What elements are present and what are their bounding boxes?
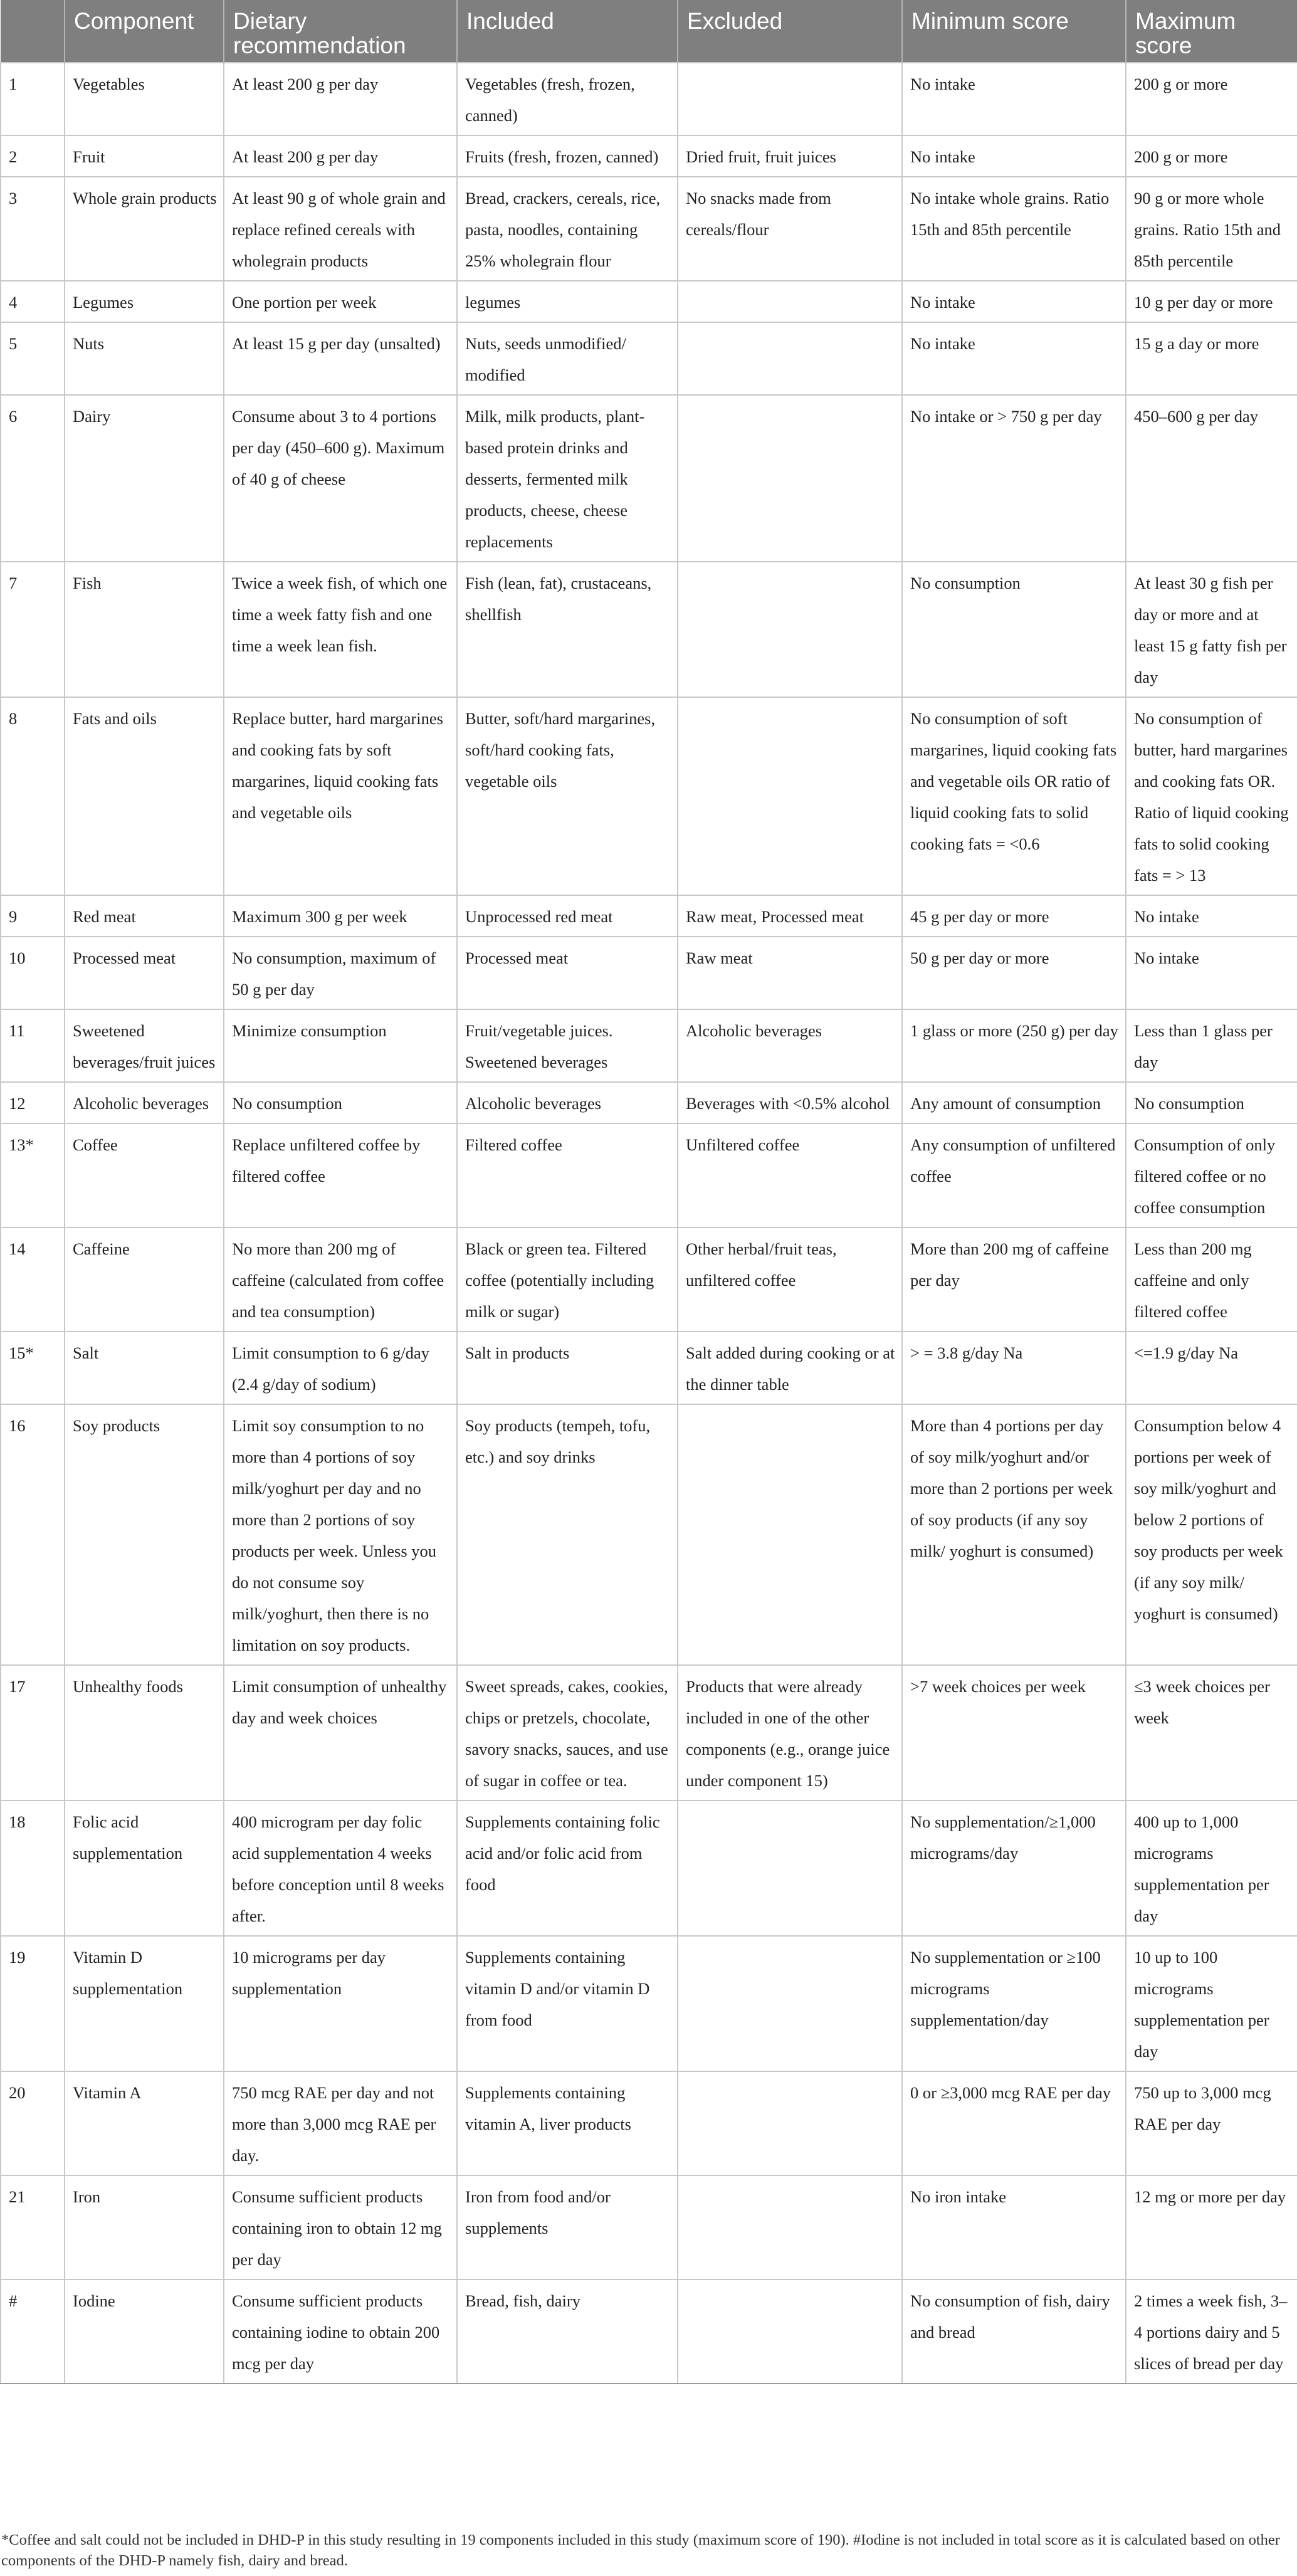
cell-minimum-score: No iron intake (902, 2175, 1126, 2279)
cell-excluded (678, 322, 902, 395)
cell-excluded (678, 281, 902, 322)
cell-component: Nuts (65, 322, 224, 395)
header-number (1, 0, 65, 63)
cell-excluded: Unfiltered coffee (678, 1123, 902, 1228)
table-row (1, 1332, 1297, 1404)
cell-included: Supplements containing folic acid and/or folic acid from food (457, 1801, 678, 1936)
cell-excluded (678, 395, 902, 562)
cell-included: Bread, crackers, cereals, rice, pasta, noodles, containing 25% wholegrain flour (457, 177, 678, 281)
cell-minimum-score: Any amount of consumption (902, 1082, 1126, 1123)
cell-component: Vitamin D supplementation (65, 1936, 224, 2071)
cell-maximum-score: No intake (1126, 937, 1297, 1009)
cell-number: 1 (1, 63, 65, 135)
cell-dietary-recommendation: At least 200 g per day (224, 63, 457, 135)
cell-maximum-score: <=1.9 g/day Na (1126, 1332, 1297, 1404)
cell-included: Fruits (fresh, frozen, canned) (457, 135, 678, 177)
cell-included: Alcoholic beverages (457, 1082, 678, 1123)
table-row (1, 697, 1297, 895)
table-row (1, 2279, 1297, 2384)
cell-minimum-score: 1 glass or more (250 g) per day (902, 1009, 1126, 1082)
cell-dietary-recommendation: At least 15 g per day (unsalted) (224, 322, 457, 395)
table-row (1, 63, 1297, 135)
table-row (1, 2175, 1297, 2279)
cell-number: 18 (1, 1801, 65, 1936)
header-dietary-recommendation: Dietary recommendation (224, 0, 457, 63)
cell-minimum-score: No consumption of soft margarines, liquid cooking fats and vegetable oils OR ratio of liquid cooking fats to solid cooking fats = <0.6 (902, 697, 1126, 895)
cell-number: 21 (1, 2175, 65, 2279)
table-row (1, 1936, 1297, 2071)
cell-minimum-score: More than 200 mg of caffeine per day (902, 1228, 1126, 1332)
cell-dietary-recommendation: 400 microgram per day folic acid supplementation 4 weeks before conception until 8 weeks after. (224, 1801, 457, 1936)
cell-number: 15* (1, 1332, 65, 1404)
cell-maximum-score: No intake (1126, 895, 1297, 937)
cell-included: Fish (lean, fat), crustaceans, shellfish (457, 562, 678, 697)
cell-minimum-score: 50 g per day or more (902, 937, 1126, 1009)
cell-number: # (1, 2279, 65, 2384)
cell-component: Caffeine (65, 1228, 224, 1332)
cell-dietary-recommendation: Maximum 300 g per week (224, 895, 457, 937)
table-row (1, 1009, 1297, 1082)
cell-number: 13* (1, 1123, 65, 1228)
cell-maximum-score: 90 g or more whole grains. Ratio 15th and 85th percentile (1126, 177, 1297, 281)
cell-minimum-score: No intake (902, 135, 1126, 177)
cell-maximum-score: 750 up to 3,000 mcg RAE per day (1126, 2071, 1297, 2175)
header-minimum-score: Minimum score (902, 0, 1126, 63)
cell-component: Soy products (65, 1404, 224, 1665)
cell-number: 4 (1, 281, 65, 322)
header-maximum-score: Maximum score (1126, 0, 1297, 63)
cell-included: Unprocessed red meat (457, 895, 678, 937)
cell-component: Vegetables (65, 63, 224, 135)
cell-maximum-score: 400 up to 1,000 micrograms supplementation per day (1126, 1801, 1297, 1936)
table-row (1, 937, 1297, 1009)
header-component: Component (65, 0, 224, 63)
cell-maximum-score: 200 g or more (1126, 63, 1297, 135)
cell-dietary-recommendation: At least 90 g of whole grain and replace refined cereals with wholegrain products (224, 177, 457, 281)
cell-included: Black or green tea. Filtered coffee (potentially including milk or sugar) (457, 1228, 678, 1332)
cell-excluded: Beverages with <0.5% alcohol (678, 1082, 902, 1123)
cell-excluded (678, 1936, 902, 2071)
cell-excluded: Salt added during cooking or at the dinner table (678, 1332, 902, 1404)
table-row (1, 1228, 1297, 1332)
cell-dietary-recommendation: No consumption (224, 1082, 457, 1123)
cell-dietary-recommendation: Twice a week fish, of which one time a week fatty fish and one time a week lean fish. (224, 562, 457, 697)
cell-component: Coffee (65, 1123, 224, 1228)
cell-included: Milk, milk products, plant-based protein drinks and desserts, fermented milk products, cheese, cheese replacements (457, 395, 678, 562)
cell-maximum-score: 450–600 g per day (1126, 395, 1297, 562)
cell-included: Vegetables (fresh, frozen, canned) (457, 63, 678, 135)
cell-excluded: Dried fruit, fruit juices (678, 135, 902, 177)
cell-excluded (678, 2279, 902, 2384)
cell-dietary-recommendation: Consume sufficient products containing iodine to obtain 200 mcg per day (224, 2279, 457, 2384)
cell-included: Bread, fish, dairy (457, 2279, 678, 2384)
cell-included: Supplements containing vitamin A, liver products (457, 2071, 678, 2175)
cell-component: Legumes (65, 281, 224, 322)
cell-dietary-recommendation: Replace unfiltered coffee by filtered coffee (224, 1123, 457, 1228)
cell-maximum-score: Less than 1 glass per day (1126, 1009, 1297, 1082)
table-footnote: *Coffee and salt could not be included in DHD-P in this study resulting in 19 components included in this study (maximum score of 190). #Iodine is not included in total score as it is calculated based on other components of the DHD-P namely fish, dairy and bread. (1, 2531, 1280, 2569)
cell-component: Alcoholic beverages (65, 1082, 224, 1123)
cell-excluded (678, 1404, 902, 1665)
cell-included: Sweet spreads, cakes, cookies, chips or pretzels, chocolate, savory snacks, sauces, and use of sugar in coffee or tea. (457, 1665, 678, 1801)
cell-minimum-score: More than 4 portions per day of soy milk/yoghurt and/or more than 2 portions per week of soy products (if any soy milk/ yoghurt is consumed) (902, 1404, 1126, 1665)
cell-maximum-score: Consumption below 4 portions per week of soy milk/yoghurt and below 2 portions of soy products per week (if any soy milk/ yoghurt is consumed) (1126, 1404, 1297, 1665)
cell-dietary-recommendation: Limit soy consumption to no more than 4 portions of soy milk/yoghurt per day and no more than 2 portions of soy products per week. Unless you do not consume soy milk/yoghurt, then there is no limitation on soy products. (224, 1404, 457, 1665)
cell-component: Whole grain products (65, 177, 224, 281)
cell-component: Salt (65, 1332, 224, 1404)
cell-number: 14 (1, 1228, 65, 1332)
cell-maximum-score: 10 up to 100 micrograms supplementation per day (1126, 1936, 1297, 2071)
cell-excluded: Alcoholic beverages (678, 1009, 902, 1082)
table-row (1, 2071, 1297, 2175)
cell-number: 17 (1, 1665, 65, 1801)
cell-included: Fruit/vegetable juices. Sweetened beverages (457, 1009, 678, 1082)
cell-included: Salt in products (457, 1332, 678, 1404)
table-row (1, 1082, 1297, 1123)
cell-number: 20 (1, 2071, 65, 2175)
cell-maximum-score: Consumption of only filtered coffee or no coffee consumption (1126, 1123, 1297, 1228)
cell-dietary-recommendation: 10 micrograms per day supplementation (224, 1936, 457, 2071)
cell-dietary-recommendation: One portion per week (224, 281, 457, 322)
cell-excluded (678, 562, 902, 697)
cell-number: 8 (1, 697, 65, 895)
cell-dietary-recommendation: At least 200 g per day (224, 135, 457, 177)
cell-included: Nuts, seeds unmodified/ modified (457, 322, 678, 395)
cell-component: Fish (65, 562, 224, 697)
cell-minimum-score: No consumption of fish, dairy and bread (902, 2279, 1126, 2384)
table-row (1, 1665, 1297, 1801)
header-included: Included (457, 0, 678, 63)
cell-maximum-score: No consumption (1126, 1082, 1297, 1123)
cell-number: 3 (1, 177, 65, 281)
cell-component: Processed meat (65, 937, 224, 1009)
cell-component: Vitamin A (65, 2071, 224, 2175)
cell-number: 2 (1, 135, 65, 177)
cell-excluded (678, 2175, 902, 2279)
cell-minimum-score: No intake (902, 322, 1126, 395)
cell-number: 6 (1, 395, 65, 562)
cell-maximum-score: 2 times a week fish, 3–4 portions dairy and 5 slices of bread per day (1126, 2279, 1297, 2384)
header-excluded: Excluded (678, 0, 902, 63)
cell-dietary-recommendation: Minimize consumption (224, 1009, 457, 1082)
cell-minimum-score: No intake whole grains. Ratio 15th and 85th percentile (902, 177, 1126, 281)
cell-dietary-recommendation: No consumption, maximum of 50 g per day (224, 937, 457, 1009)
cell-minimum-score: 0 or ≥3,000 mcg RAE per day (902, 2071, 1126, 2175)
table-row (1, 562, 1297, 697)
table-row (1, 395, 1297, 562)
cell-included: Processed meat (457, 937, 678, 1009)
table-header (1, 0, 1297, 63)
cell-number: 11 (1, 1009, 65, 1082)
cell-maximum-score: At least 30 g fish per day or more and at least 15 g fatty fish per day (1126, 562, 1297, 697)
cell-component: Dairy (65, 395, 224, 562)
cell-maximum-score: 12 mg or more per day (1126, 2175, 1297, 2279)
cell-included: Supplements containing vitamin D and/or vitamin D from food (457, 1936, 678, 2071)
cell-number: 10 (1, 937, 65, 1009)
cell-component: Folic acid supplementation (65, 1801, 224, 1936)
cell-minimum-score: No supplementation/≥1,000 micrograms/day (902, 1801, 1126, 1936)
cell-excluded: Raw meat (678, 937, 902, 1009)
header-row (1, 0, 1297, 63)
cell-maximum-score: 10 g per day or more (1126, 281, 1297, 322)
cell-number: 12 (1, 1082, 65, 1123)
cell-minimum-score: Any consumption of unfiltered coffee (902, 1123, 1126, 1228)
cell-component: Fruit (65, 135, 224, 177)
cell-excluded (678, 63, 902, 135)
cell-dietary-recommendation: No more than 200 mg of caffeine (calculated from coffee and tea consumption) (224, 1228, 457, 1332)
cell-minimum-score: >7 week choices per week (902, 1665, 1126, 1801)
cell-excluded: No snacks made from cereals/flour (678, 177, 902, 281)
table-row (1, 1123, 1297, 1228)
table-row (1, 135, 1297, 177)
cell-minimum-score: 45 g per day or more (902, 895, 1126, 937)
cell-dietary-recommendation: 750 mcg RAE per day and not more than 3,000 mcg RAE per day. (224, 2071, 457, 2175)
cell-excluded (678, 1801, 902, 1936)
cell-component: Unhealthy foods (65, 1665, 224, 1801)
cell-included: legumes (457, 281, 678, 322)
table-row (1, 322, 1297, 395)
table-row (1, 895, 1297, 937)
cell-included: Soy products (tempeh, tofu, etc.) and soy drinks (457, 1404, 678, 1665)
cell-minimum-score: No consumption (902, 562, 1126, 697)
cell-dietary-recommendation: Consume about 3 to 4 portions per day (450–600 g). Maximum of 40 g of cheese (224, 395, 457, 562)
cell-dietary-recommendation: Limit consumption to 6 g/day (2.4 g/day of sodium) (224, 1332, 457, 1404)
cell-number: 19 (1, 1936, 65, 2071)
cell-component: Fats and oils (65, 697, 224, 895)
cell-excluded: Other herbal/fruit teas, unfiltered coffee (678, 1228, 902, 1332)
cell-number: 5 (1, 322, 65, 395)
table-row (1, 1801, 1297, 1936)
cell-number: 16 (1, 1404, 65, 1665)
table-body (1, 63, 1297, 2384)
table-row (1, 177, 1297, 281)
cell-maximum-score: ≤3 week choices per week (1126, 1665, 1297, 1801)
cell-dietary-recommendation: Replace butter, hard margarines and cooking fats by soft margarines, liquid cooking fats and vegetable oils (224, 697, 457, 895)
table-row (1, 281, 1297, 322)
cell-component: Red meat (65, 895, 224, 937)
cell-included: Filtered coffee (457, 1123, 678, 1228)
cell-minimum-score: No intake (902, 63, 1126, 135)
cell-number: 7 (1, 562, 65, 697)
cell-maximum-score: Less than 200 mg caffeine and only filtered coffee (1126, 1228, 1297, 1332)
cell-included: Iron from food and/or supplements (457, 2175, 678, 2279)
cell-dietary-recommendation: Limit consumption of unhealthy day and week choices (224, 1665, 457, 1801)
cell-excluded (678, 697, 902, 895)
cell-excluded (678, 2071, 902, 2175)
table-row (1, 1404, 1297, 1665)
cell-dietary-recommendation: Consume sufficient products containing iron to obtain 12 mg per day (224, 2175, 457, 2279)
cell-component: Iodine (65, 2279, 224, 2384)
cell-minimum-score: > = 3.8 g/day Na (902, 1332, 1126, 1404)
cell-excluded: Products that were already included in one of the other components (e.g., orange juice under component 15) (678, 1665, 902, 1801)
cell-number: 9 (1, 895, 65, 937)
cell-minimum-score: No supplementation or ≥100 micrograms supplementation/day (902, 1936, 1126, 2071)
cell-excluded: Raw meat, Processed meat (678, 895, 902, 937)
cell-included: Butter, soft/hard margarines, soft/hard cooking fats, vegetable oils (457, 697, 678, 895)
cell-minimum-score: No intake or > 750 g per day (902, 395, 1126, 562)
cell-maximum-score: 200 g or more (1126, 135, 1297, 177)
cell-maximum-score: No consumption of butter, hard margarines and cooking fats OR. Ratio of liquid cooking fats to solid cooking fats = > 13 (1126, 697, 1297, 895)
cell-component: Sweetened beverages/fruit juices (65, 1009, 224, 1082)
cell-maximum-score: 15 g a day or more (1126, 322, 1297, 395)
cell-component: Iron (65, 2175, 224, 2279)
cell-minimum-score: No intake (902, 281, 1126, 322)
